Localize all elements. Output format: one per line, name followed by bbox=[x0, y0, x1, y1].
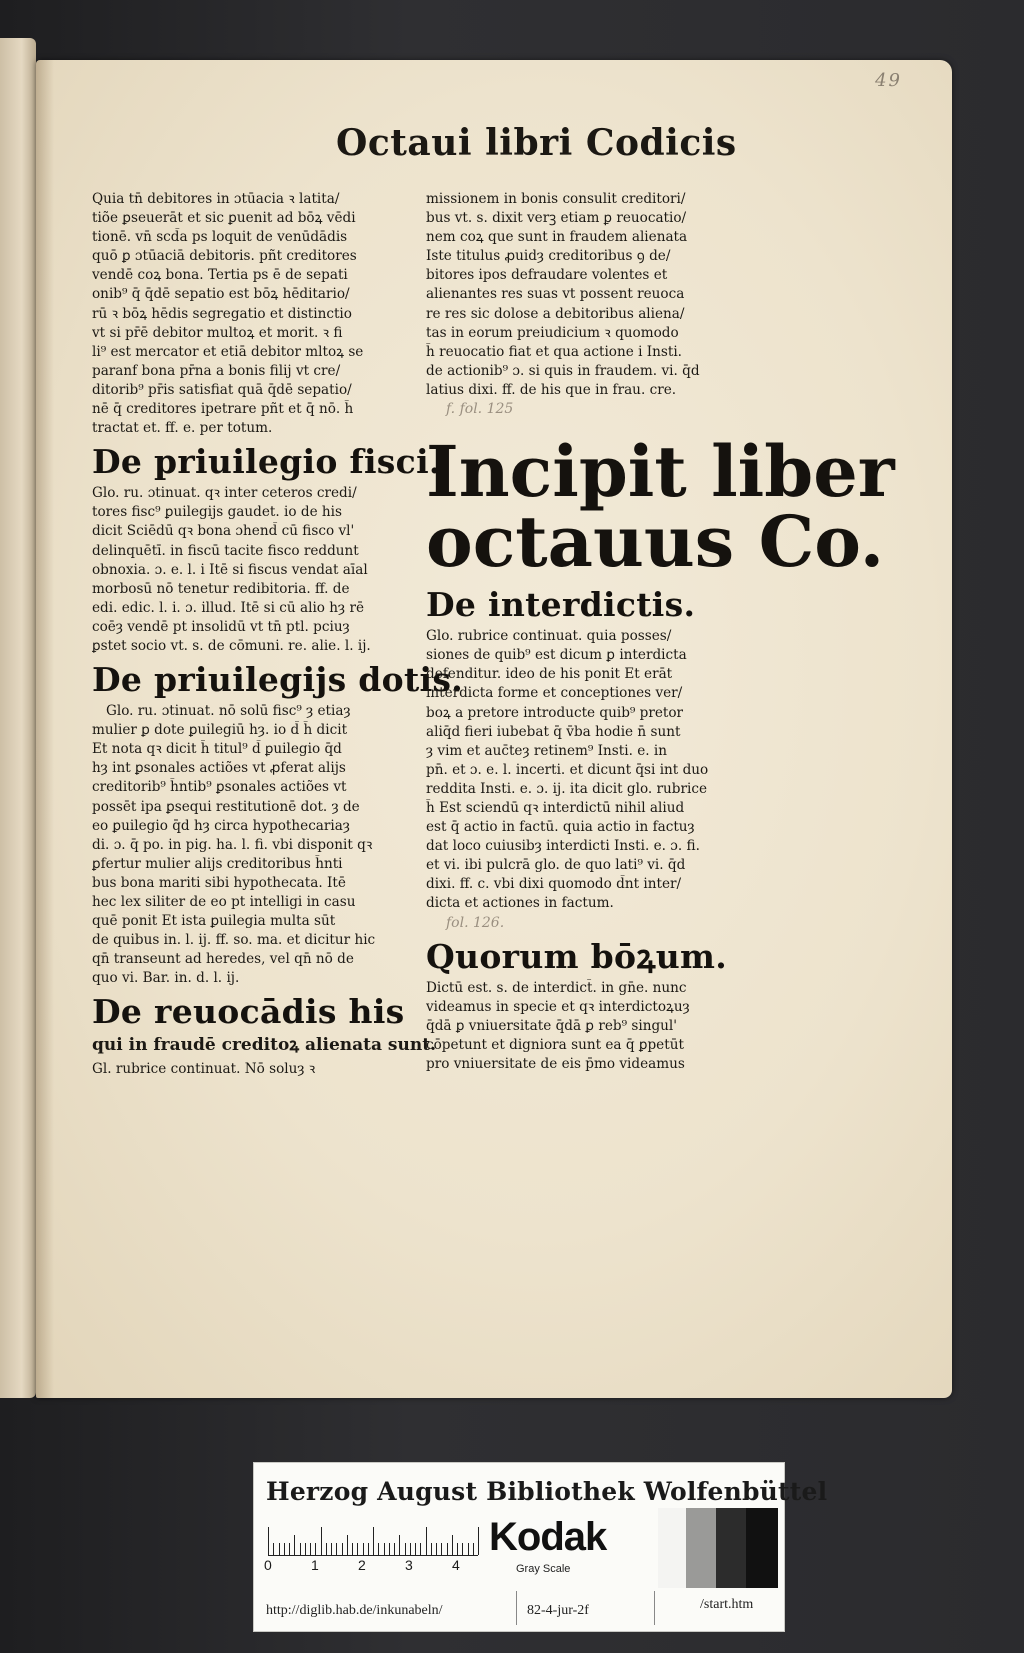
text-line: et vi. ibi pulcrā glo. de quo lati⁹ vi. q̄d bbox=[426, 857, 686, 874]
incipit-line-2: octauus Co. bbox=[426, 500, 885, 584]
text-line: videamus in specie et qꝛ interdictoꝝuȝ bbox=[426, 998, 690, 1015]
ruler-tick bbox=[284, 1543, 285, 1555]
subheading-in-fraude: qui in fraudē creditoꝝ alienata sunt. bbox=[92, 1035, 436, 1056]
text-line: cōpetunt et digniora sunt ea q̄ ꝑpetūt bbox=[426, 1036, 684, 1053]
divider bbox=[654, 1591, 655, 1625]
ruler-tick bbox=[436, 1543, 437, 1555]
ruler-label: 0 bbox=[264, 1557, 272, 1573]
text-line: aliq̄d fieri iubebat q̄ v̄ba hodie n̄ sunt bbox=[426, 723, 681, 740]
gray-swatch bbox=[716, 1508, 746, 1588]
gray-swatches bbox=[658, 1508, 778, 1588]
text-line: dixi. ff. c. vbi dixi quomodo d̄nt inter/ bbox=[426, 876, 682, 893]
ruler-tick bbox=[310, 1543, 311, 1555]
ruler-tick bbox=[462, 1543, 463, 1555]
ruler-tick bbox=[347, 1535, 348, 1555]
text-line: edi. edic. l. i. ɔ. illud. Itē si cū alio hȝ rē bbox=[92, 599, 365, 616]
ruler-tick bbox=[399, 1535, 400, 1555]
text-line: Dictū est. s. de interdict̄. in gn̄e. nunc bbox=[426, 979, 687, 996]
text-line: reddita Insti. e. ɔ. ij. ita dicit glo. rubrice bbox=[426, 780, 708, 797]
ruler-tick bbox=[331, 1543, 332, 1555]
ruler-tick bbox=[384, 1543, 385, 1555]
incipit-heading bbox=[426, 430, 895, 584]
gray-swatch bbox=[746, 1508, 778, 1588]
text-line: nē q̄ creditores ipetrare pñt et q̄ nō. h̄ bbox=[92, 401, 354, 418]
ruler-tick bbox=[342, 1543, 343, 1555]
text-line: quo vi. Bar. in. d. l. ij. bbox=[92, 970, 240, 987]
ruler-tick bbox=[268, 1527, 269, 1555]
ruler-tick bbox=[273, 1543, 274, 1555]
text-line: Gl. rubrice continuat. Nō soluȝ ꝛ bbox=[92, 1061, 316, 1078]
heading-de-priuilegio-fisci: De priuilegio fisci. bbox=[92, 442, 441, 482]
text-line: paranf bona pr̄na a bonis filij vt cre/ bbox=[92, 362, 341, 379]
ruler-tick bbox=[468, 1543, 469, 1555]
running-head: Octaui libri Codicis bbox=[336, 122, 737, 164]
text-line: onib⁹ q̄ q̄dē sepatio est bōꝝ hēditario/ bbox=[92, 286, 350, 303]
right-para-3 bbox=[426, 979, 786, 1074]
text-line: hec lex siliter de eo pt intelligi in casu bbox=[92, 894, 356, 910]
text-line: dicta et actiones in factum. bbox=[426, 895, 614, 912]
text-line: quē ponit Et ista ꝑuilegia multa sūt bbox=[92, 913, 336, 930]
text-line: eo ꝑuilegio q̄d hȝ circa hypothecariaȝ bbox=[92, 817, 350, 834]
ruler-tick bbox=[431, 1543, 432, 1555]
ruler-tick bbox=[321, 1527, 322, 1555]
ruler-tick bbox=[473, 1543, 474, 1555]
text-line: dat loco cuiusibȝ interdicti Insti. e. ɔ. fi. bbox=[426, 838, 700, 855]
gray-swatch bbox=[658, 1508, 686, 1588]
url-link[interactable]: http://diglib.hab.de/inkunabeln/ bbox=[266, 1603, 443, 1618]
text-line: re res sic dolose a debitoribus aliena/ bbox=[426, 305, 685, 322]
book-page bbox=[36, 60, 952, 1398]
ruler-tick bbox=[405, 1543, 406, 1555]
ruler-tick bbox=[441, 1543, 442, 1555]
heading-de-interdictis: De interdictis. bbox=[426, 585, 696, 625]
ruler-tick bbox=[394, 1543, 395, 1555]
text-line: vt si pr̄ē debitor multoꝝ et morit. ꝛ fi bbox=[92, 324, 343, 341]
text-line: interdicta forme et conceptiones ver/ bbox=[426, 685, 683, 702]
text-line: mulier ꝑ dote ꝑuilegiū hȝ. io d̄ h̄ dicit bbox=[92, 722, 348, 739]
ruler-tick bbox=[357, 1543, 358, 1555]
text-line: Quia tn̄ debitores in ɔtūacia ꝛ latita/ bbox=[92, 191, 340, 207]
ruler-tick bbox=[305, 1543, 306, 1555]
left-para-4 bbox=[92, 1060, 452, 1079]
right-text-column bbox=[426, 190, 895, 1074]
text-line: missionem in bonis consulit creditori/ bbox=[426, 191, 686, 207]
text-line: creditorib⁹ h̄ntib⁹ ꝑsonales actiões vt bbox=[92, 779, 347, 796]
ruler-tick bbox=[457, 1543, 458, 1555]
text-line: tores fisc⁹ ꝑuilegijs gaudet. io de his bbox=[92, 504, 343, 521]
text-line: delinquētī. in fiscū tacite fisco reddunt bbox=[92, 542, 359, 559]
ruler-label: 1 bbox=[311, 1557, 319, 1573]
text-line: h̄ reuocatio fiat et qua actione i Insti. bbox=[426, 343, 682, 360]
text-line: qn̄ transeunt ad heredes, vel qn̄ nō de bbox=[92, 951, 354, 968]
text-line: q̄dā ꝑ vniuersitate q̄dā ꝑ reb⁹ singul' bbox=[426, 1017, 677, 1034]
library-name: Herzog August Bibliothek Wolfenbüttel bbox=[266, 1477, 828, 1506]
left-para-2 bbox=[92, 484, 452, 656]
text-line: bus vt. s. dixit verꝫ etiam ꝑ reuocatio/ bbox=[426, 210, 687, 227]
ruler-label: 2 bbox=[358, 1557, 366, 1573]
start-link[interactable]: /start.htm bbox=[700, 1597, 754, 1612]
ruler-tick bbox=[420, 1543, 421, 1555]
ruler-tick bbox=[426, 1527, 427, 1555]
gray-swatch bbox=[686, 1508, 716, 1588]
adjacent-page-edge bbox=[0, 38, 36, 1398]
ruler-tick bbox=[378, 1543, 379, 1555]
text-line: pn̄. et ɔ. e. l. incerti. et dicunt q̄si int duo bbox=[426, 761, 709, 778]
ruler-tick bbox=[389, 1543, 390, 1555]
text-line: de quibus in. l. ij. ff. so. ma. et dicitur hic bbox=[92, 932, 376, 949]
text-line: alienantes res suas vt possent reuoca bbox=[426, 286, 685, 303]
text-line: rū ꝛ bōꝝ hēdis segregatio et distinctio bbox=[92, 305, 352, 322]
text-line: morbosū nō tenetur redibitoria. ff. de bbox=[92, 580, 350, 597]
text-line: Glo. ru. ɔtinuat. qꝛ inter ceteros credi/ bbox=[92, 485, 357, 502]
text-line: nem coꝝ que sunt in fraudem alienata bbox=[426, 229, 688, 246]
text-line: coēȝ vendē pt insolidū vt tn̄ ptl. pciuȝ bbox=[92, 618, 350, 635]
text-line: Iste titulus ꝓuidȝ creditoribus ꝯ de/ bbox=[426, 248, 671, 265]
heading-de-priuilegijs-dotis: De priuilegijs dotis. bbox=[92, 660, 464, 700]
ruler-label: 3 bbox=[405, 1557, 413, 1573]
left-para-1 bbox=[92, 190, 452, 438]
text-line: siones de quib⁹ est dicum ꝑ interdicta bbox=[426, 647, 687, 664]
scale-ruler bbox=[268, 1525, 478, 1556]
ruler-tick bbox=[336, 1543, 337, 1555]
right-para-1 bbox=[426, 190, 786, 400]
ruler-tick bbox=[315, 1543, 316, 1555]
text-line: bus bona mariti sibi hypothecata. Itē bbox=[92, 874, 346, 891]
kodak-logo: Kodak bbox=[489, 1515, 607, 1559]
ruler-tick bbox=[279, 1543, 280, 1555]
ruler-tick bbox=[326, 1543, 327, 1555]
ruler-tick bbox=[447, 1543, 448, 1555]
text-line: bitores ipos defraudare volentes et bbox=[426, 267, 668, 284]
ruler-tick bbox=[300, 1543, 301, 1555]
page-gutter-shadow bbox=[36, 60, 54, 1398]
text-line: possēt ipa ꝑsequi restitutionē dot. ȝ de bbox=[92, 798, 360, 815]
ruler-tick bbox=[452, 1535, 453, 1555]
text-line: tractat et. ff. e. per totum. bbox=[92, 420, 273, 437]
shelfmark: 82-4-jur-2f bbox=[527, 1603, 589, 1618]
text-line: vendē coꝝ bona. Tertia ps ē de sepati bbox=[92, 267, 348, 284]
text-line: hȝ int ꝑsonales actiões vt ꝓferat alijs bbox=[92, 760, 346, 777]
gray-scale-label: Gray Scale bbox=[516, 1563, 571, 1575]
heading-de-reuocandis: De reuocādis his bbox=[92, 992, 405, 1032]
text-line: Glo. rubrice continuat. quia posses/ bbox=[426, 628, 672, 645]
incipit-line-1: Incipit liber bbox=[426, 430, 895, 514]
right-para-2 bbox=[426, 627, 786, 913]
text-line: Glo. ru. ɔtinuat. nō solū fisc⁹ ȝ etiaȝ bbox=[106, 703, 351, 720]
ruler-tick bbox=[410, 1543, 411, 1555]
text-line: ȝ vim et auc̄teȝ retinem⁹ Insti. e. in bbox=[426, 742, 668, 759]
text-line: est q̄ actio in factū. quia actio in factuȝ bbox=[426, 819, 695, 836]
ruler-tick bbox=[294, 1535, 295, 1555]
heading-quorum-bonorum: Quorum bōꝝum. bbox=[426, 936, 727, 976]
text-line: tiõe ꝑseuerāt et sic ꝑuenit ad bōꝝ vēdi bbox=[92, 210, 356, 227]
ruler-label: 4 bbox=[452, 1557, 460, 1573]
text-line: boꝝ a pretore introducte quib⁹ pretor bbox=[426, 704, 684, 721]
ruler-tick bbox=[373, 1527, 374, 1555]
text-line: Et nota qꝛ dicit h̄ titul⁹ d̄ ꝑuilegio q̄d bbox=[92, 741, 342, 758]
ruler-tick bbox=[415, 1543, 416, 1555]
margin-note-fol-126: fol. 126. bbox=[446, 914, 505, 931]
left-para-3 bbox=[92, 702, 452, 988]
text-line: ꝑfertur mulier alijs creditoribus h̄nti bbox=[92, 855, 343, 872]
text-line: di. ɔ. q̄ po. in pig. ha. l. fi. vbi disponit qꝛ bbox=[92, 836, 373, 853]
left-text-column bbox=[92, 190, 464, 1080]
text-line: h̄ Est sciendū qꝛ interdictū nihil aliud bbox=[426, 799, 685, 816]
folio-number: 49 bbox=[875, 70, 902, 91]
text-line: obnoxia. ɔ. e. l. i Itē si fiscus vendat aīal bbox=[92, 561, 368, 578]
text-line: li⁹ est mercator et etiā debitor mltoꝝ se bbox=[92, 343, 364, 360]
margin-note-fol-125: f. fol. 125 bbox=[446, 401, 514, 418]
text-line: quō ꝑ ɔtūaciā debitoris. pñt creditores bbox=[92, 248, 357, 265]
text-line: tas in eorum preiudicium ꝛ quomodo bbox=[426, 324, 679, 341]
text-line: tionē. vn̄ scd̄a ps loquit de venūdādis bbox=[92, 229, 348, 246]
text-line: ꝑstet socio vt. s. de cōmuni. re. alie. l. ij. bbox=[92, 637, 371, 654]
text-line: latius dixi. ff. de his que in frau. cre. bbox=[426, 381, 677, 398]
ruler-tick bbox=[352, 1543, 353, 1555]
text-line: de actionib⁹ ɔ. si quis in fraudem. vi. q̄d bbox=[426, 362, 700, 379]
text-line: ditorib⁹ pr̄is satisfiat quā q̄dē sepatio/ bbox=[92, 381, 352, 398]
ruler-tick bbox=[363, 1543, 364, 1555]
text-line: dicit Sciēdū qꝛ bona ɔhend̄ cū fisco vl' bbox=[92, 523, 355, 540]
ruler-tick bbox=[478, 1527, 479, 1555]
color-target-card bbox=[253, 1462, 828, 1632]
divider bbox=[516, 1591, 517, 1625]
ruler-tick bbox=[368, 1543, 369, 1555]
text-line: pro vniuersitate de eis p̄mo videamus bbox=[426, 1056, 685, 1072]
text-line: defenditur. ideo de his ponit Et erāt bbox=[426, 666, 673, 683]
ruler-tick bbox=[289, 1543, 290, 1555]
ruler-labels bbox=[264, 1557, 494, 1575]
